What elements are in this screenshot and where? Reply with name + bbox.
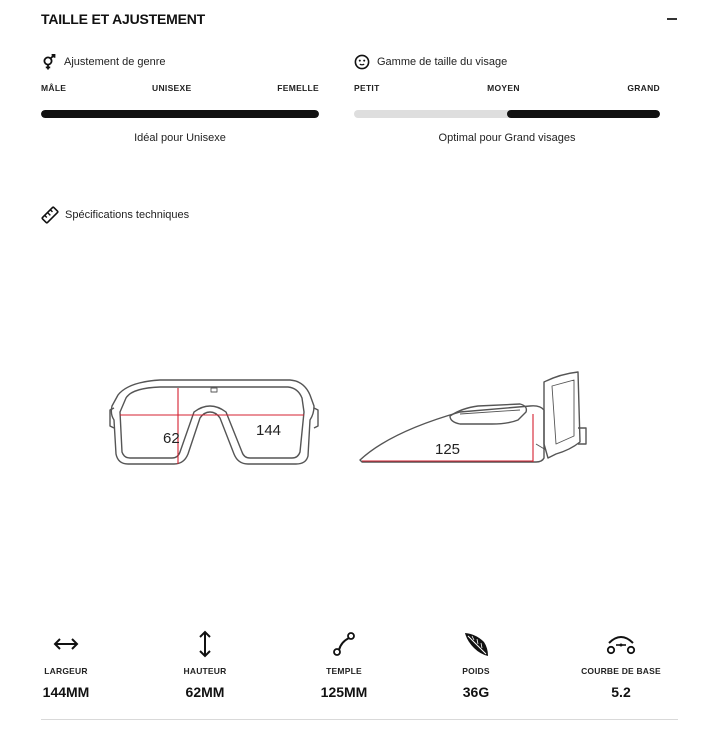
metric-height-label: HAUTEUR [183,666,227,676]
face-scale [354,83,660,93]
gender-fit-label: Ajustement de genre [64,56,166,68]
metric-width [11,628,121,700]
metric-base-curve-value: 5.2 [611,684,631,700]
metric-height-value: 62MM [185,684,225,700]
metric-temple [289,628,399,700]
lens-height-value: 62 [163,430,180,447]
ruler-icon [41,206,59,224]
metric-height [150,628,260,700]
metric-width-label: LARGEUR [44,666,88,676]
metric-temple-label: TEMPLE [326,666,362,676]
width-arrows-icon [51,634,81,654]
specs-label: Spécifications techniques [65,209,190,221]
gender-fit [41,53,319,144]
face-size-caption: Optimal pour Grand visages [438,132,576,144]
base-curve-icon [605,631,637,657]
glasses-dimension-diagram [100,368,590,472]
section-divider [41,719,678,720]
scale-label-female: FEMELLE [277,83,319,93]
scale-label-small: PETIT [354,83,380,93]
metric-base-curve [566,628,676,700]
section-title: TAILLE ET AJUSTEMENT [41,11,206,27]
scale-label-large: GRAND [627,83,660,93]
height-arrows-icon [195,629,215,659]
scale-label-medium: MOYEN [487,83,520,93]
scale-label-unisex: UNISEXE [152,83,192,93]
lens-width-value: 144 [256,422,282,439]
face-size-bar [354,110,660,118]
face-size-label: Gamme de taille du visage [377,56,508,68]
front-view [110,380,318,464]
gender-fit-bar-fill [41,110,319,118]
scale-label-male: MÂLE [41,83,67,93]
metrics-row [41,628,678,708]
gender-scale [41,83,319,93]
temple-icon [331,630,357,658]
gender-fit-caption: Idéal pour Unisexe [134,132,226,144]
gender-fit-bar [41,110,319,118]
side-view [360,372,586,462]
minus-icon [667,18,677,20]
gender-icon [41,54,57,70]
face-size-bar-fill [507,110,660,118]
metric-weight-value: 36G [462,684,490,700]
metric-width-value: 144MM [42,684,90,700]
specs-header [41,206,189,224]
temple-length-value: 125 [435,441,461,458]
feather-icon [462,630,490,658]
face-icon [354,54,370,70]
metric-base-curve-label: COURBE DE BASE [581,666,661,676]
metric-weight [421,628,531,700]
metric-temple-value: 125MM [320,684,368,700]
metric-weight-label: POIDS [462,666,490,676]
face-size [354,53,660,144]
collapse-button[interactable] [666,11,678,27]
